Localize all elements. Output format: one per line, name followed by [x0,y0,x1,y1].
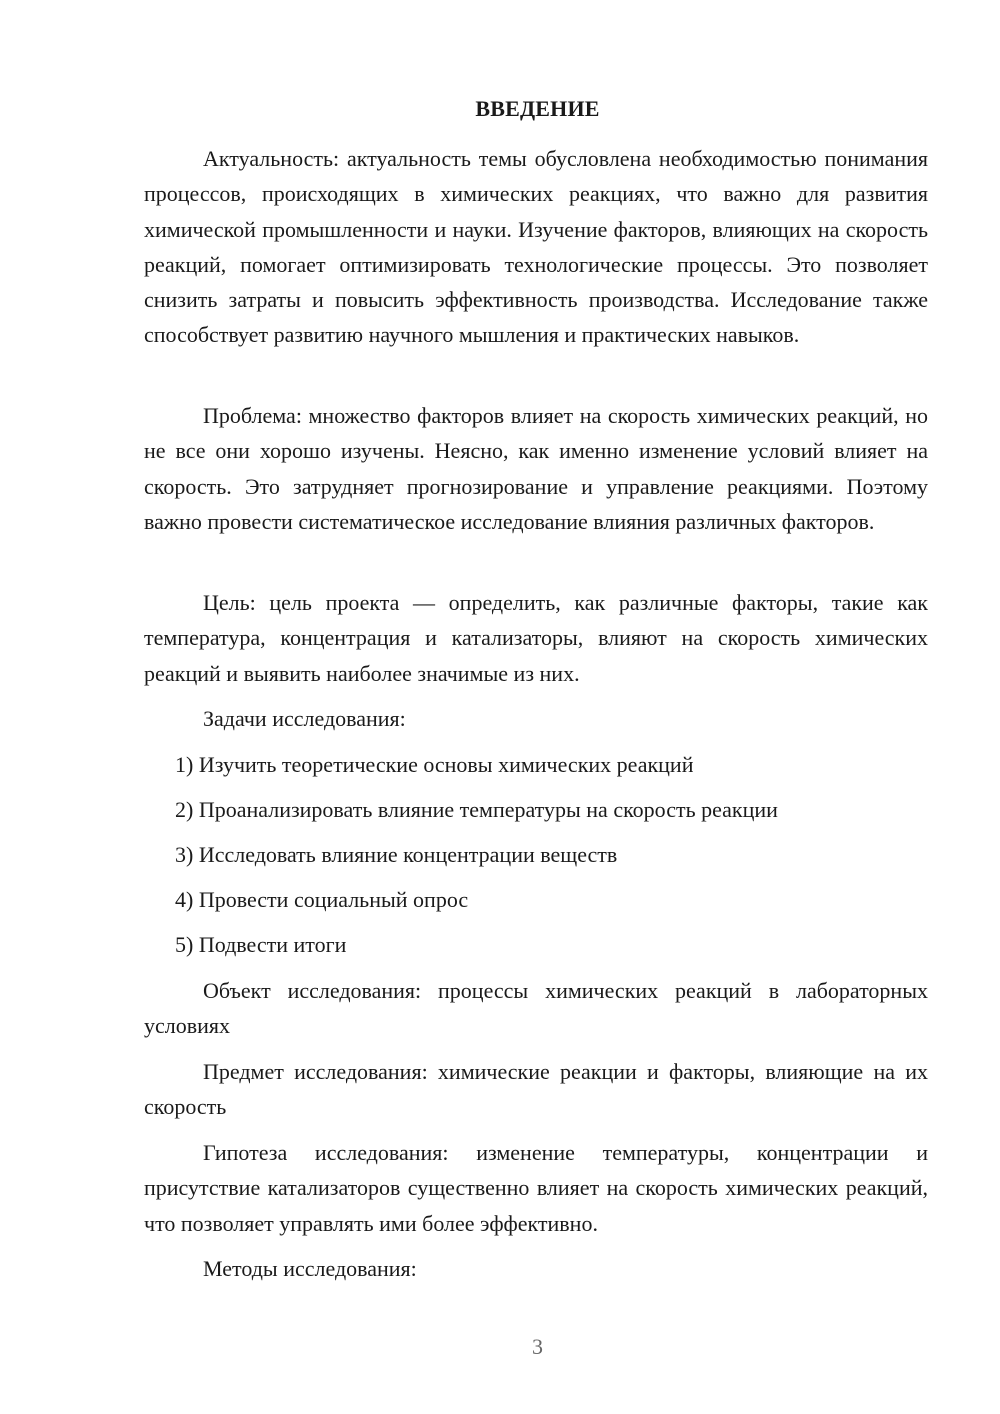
document-body-problem [144,398,928,539]
document-body-subject [144,1054,928,1125]
page-number: 3 [532,1334,543,1359]
paragraph-object: Объект исследования: процессы химических реакций в лабораторных условиях [144,978,928,1039]
paragraph-tasks-heading: Задачи исследования: [203,706,406,731]
task-item: 4) Провести социальный опрос [175,887,469,912]
task-item-2-wrap [144,792,928,827]
section-heading: ВВЕДЕНИЕ [475,96,600,121]
task-item-1-wrap [144,747,928,782]
paragraph-problem: Проблема: множество факторов влияет на скорость химических реакций, но не все они хорошо изучены. Неясно, как именно изменение условий влияет на скорость. Это затрудняет прогнозирование и управление реакциями. Поэтому важно провести систематическое исследование влияния различных факторов. [144,403,928,534]
task-item-4-wrap [144,882,928,917]
paragraph-relevance: Актуальность: актуальность темы обусловлена необходимостью понимания процессов, происходящих в химических реакциях, что важно для развития химической промышленности и науки. Изучение факторов, влияющих на скорость реакций, помогает оптимизировать технологические процессы. Это позволяет снизить затраты и повысить эффективность производства. Исследование также способствует развитию научного мышления и практических навыков. [144,146,928,348]
task-item: 3) Исследовать влияние концентрации веществ [175,842,618,867]
task-item-5-wrap [144,927,928,962]
task-item: 5) Подвести итоги [175,932,347,957]
paragraph-methods: Методы исследования: [203,1256,417,1281]
document-body-tasks-heading [144,701,928,736]
document-body-object [144,973,928,1044]
document-body-goal [144,585,928,691]
task-item: 1) Изучить теоретические основы химических реакций [175,752,694,777]
document-body-methods [144,1251,928,1286]
paragraph-subject: Предмет исследования: химические реакции и факторы, влияющие на их скорость [144,1059,928,1120]
paragraph-goal: Цель: цель проекта — определить, как различные факторы, такие как температура, концентрация и катализаторы, влияют на скорость химических реакций и выявить наиболее значимые из них. [144,590,928,686]
task-item-3-wrap [144,837,928,872]
document-body-hypothesis [144,1135,928,1241]
document-body [144,141,928,353]
task-item: 2) Проанализировать влияние температуры на скорость реакции [175,797,778,822]
paragraph-hypothesis: Гипотеза исследования: изменение температуры, концентрации и присутствие катализаторов существенно влияет на скорость химических реакций, что позволяет управлять ими более эффективно. [144,1140,928,1236]
